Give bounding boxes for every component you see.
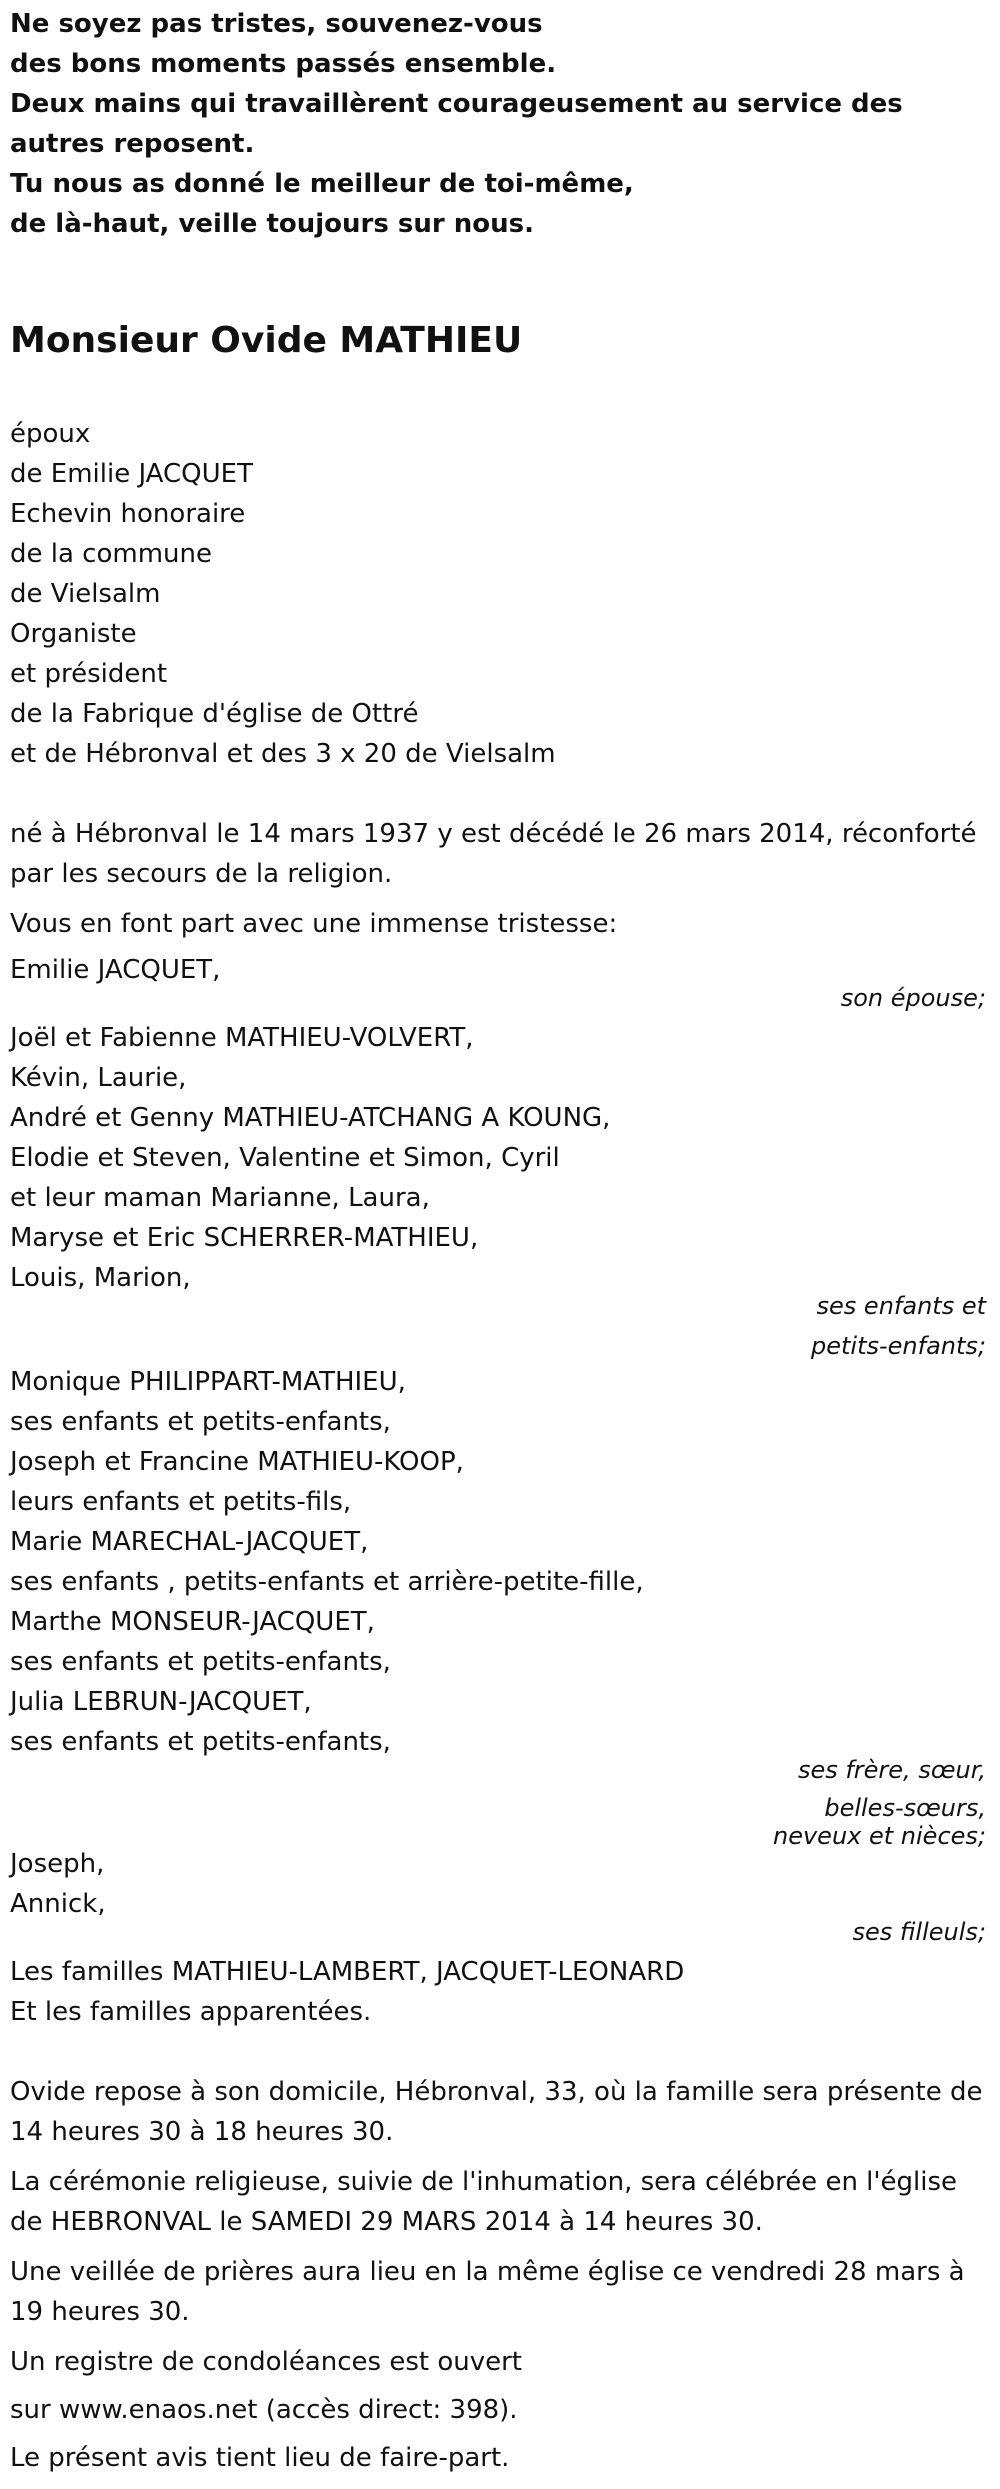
vigil-info: [10, 2252, 995, 2332]
title-line: de la Fabrique d'église de Ottré: [10, 699, 419, 729]
family-member: ses enfants et petits-enfants,: [10, 1647, 391, 1677]
family-member: ses enfants et petits-enfants,: [10, 1407, 391, 1437]
birth-death-text: né à Hébronval le 14 mars 1937 y est décédé le 26 mars 2014, réconforté par les secours de la religion.: [10, 819, 977, 889]
register-link-info: [10, 2390, 518, 2430]
ceremony-info: [10, 2162, 995, 2242]
godchildren-section: [10, 1844, 106, 1924]
family-member: André et Genny MATHIEU-ATCHANG A KOUNG,: [10, 1103, 611, 1133]
birth-death-statement: [10, 814, 995, 894]
family-line: Les familles MATHIEU-LAMBERT, JACQUET-LEONARD: [10, 1957, 685, 1987]
family-member: ses enfants et petits-enfants,: [10, 1727, 391, 1757]
family-member: ses enfants , petits-enfants et arrière-petite-fille,: [10, 1567, 644, 1597]
poem-line: Tu nous as donné le meilleur de toi-même,: [10, 169, 634, 199]
closing-text: Le présent avis tient lieu de faire-part.: [10, 2443, 510, 2473]
godchildren-role: ses filleuls;: [852, 1918, 986, 1946]
title-line: de Vielsalm: [10, 579, 161, 609]
family-member: leurs enfants et petits-fils,: [10, 1487, 352, 1517]
repose-text: Ovide repose à son domicile, Hébronval, 33, où la famille sera présente de 14 heures 30 à 18 heures 30.: [10, 2077, 983, 2147]
title-line: de Emilie JACQUET: [10, 459, 253, 489]
register-text: Un registre de condoléances est ouvert: [10, 2347, 522, 2377]
children-role: [811, 1286, 986, 1366]
family-member: Maryse et Eric SCHERRER-MATHIEU,: [10, 1223, 479, 1253]
children-section: [10, 1018, 610, 1298]
family-member: Joël et Fabienne MATHIEU-VOLVERT,: [10, 1023, 474, 1053]
deceased-titles: [10, 414, 556, 774]
announcement: [10, 904, 617, 944]
families-section: [10, 1952, 684, 2032]
register-link-text: sur www.enaos.net (accès direct: 398).: [10, 2395, 518, 2425]
family-member: Monique PHILIPPART-MATHIEU,: [10, 1367, 406, 1397]
family-member: Julia LEBRUN-JACQUET,: [10, 1687, 312, 1717]
title-line: de la commune: [10, 539, 212, 569]
role-line: petits-enfants;: [811, 1332, 986, 1360]
siblings-role: [798, 1750, 986, 1790]
family-member: Joseph et Francine MATHIEU-KOOP,: [10, 1447, 464, 1477]
title-line: Organiste: [10, 619, 137, 649]
poem-line: Deux mains qui travaillèrent courageusement au service des autres reposent.: [10, 89, 903, 159]
closing-info: [10, 2438, 509, 2478]
family-member: Marthe MONSEUR-JACQUET,: [10, 1607, 375, 1637]
role-line: neveux et nièces;: [773, 1822, 986, 1850]
family-member: Annick,: [10, 1889, 106, 1919]
family-member: Louis, Marion,: [10, 1263, 191, 1293]
vigil-text: Une veillée de prières aura lieu en la même église ce vendredi 28 mars à 19 heures 30.: [10, 2257, 965, 2327]
poem-line: des bons moments passés ensemble.: [10, 49, 557, 79]
poem-line: de là-haut, veille toujours sur nous.: [10, 209, 534, 239]
family-member: Marie MARECHAL-JACQUET,: [10, 1527, 369, 1557]
title-line: Echevin honoraire: [10, 499, 246, 529]
title-line: et président: [10, 659, 168, 689]
role-line: belles-sœurs,: [824, 1794, 986, 1822]
deceased-name: Monsieur Ovide MATHIEU: [10, 320, 523, 361]
family-member: Kévin, Laurie,: [10, 1063, 187, 1093]
family-member: et leur maman Marianne, Laura,: [10, 1183, 430, 1213]
family-member: Joseph,: [10, 1849, 105, 1879]
family-member: Elodie et Steven, Valentine et Simon, Cyril: [10, 1143, 560, 1173]
family-line: Et les familles apparentées.: [10, 1997, 372, 2027]
siblings-role-cont: [773, 1794, 986, 1850]
title-line: et de Hébronval et des 3 x 20 de Vielsalm: [10, 739, 556, 769]
spouse-role: son épouse;: [840, 984, 986, 1012]
spouse-section: [10, 950, 220, 990]
opening-poem: [10, 4, 970, 244]
role-line: ses frère, sœur,: [797, 1756, 986, 1784]
ceremony-text: La cérémonie religieuse, suivie de l'inhumation, sera célébrée en l'église de HEBRONVAL le SAMEDI 29 MARS 2014 à 14 heures 30.: [10, 2167, 958, 2237]
announcement-text: Vous en font part avec une immense tristesse:: [10, 909, 618, 939]
siblings-section: [10, 1362, 644, 1762]
spouse-name: Emilie JACQUET,: [10, 955, 221, 985]
register-info: [10, 2342, 522, 2382]
poem-line: Ne soyez pas tristes, souvenez-vous: [10, 9, 543, 39]
funeral-info: [10, 2072, 995, 2152]
title-line: époux: [10, 419, 91, 449]
role-line: ses enfants et: [816, 1292, 986, 1320]
